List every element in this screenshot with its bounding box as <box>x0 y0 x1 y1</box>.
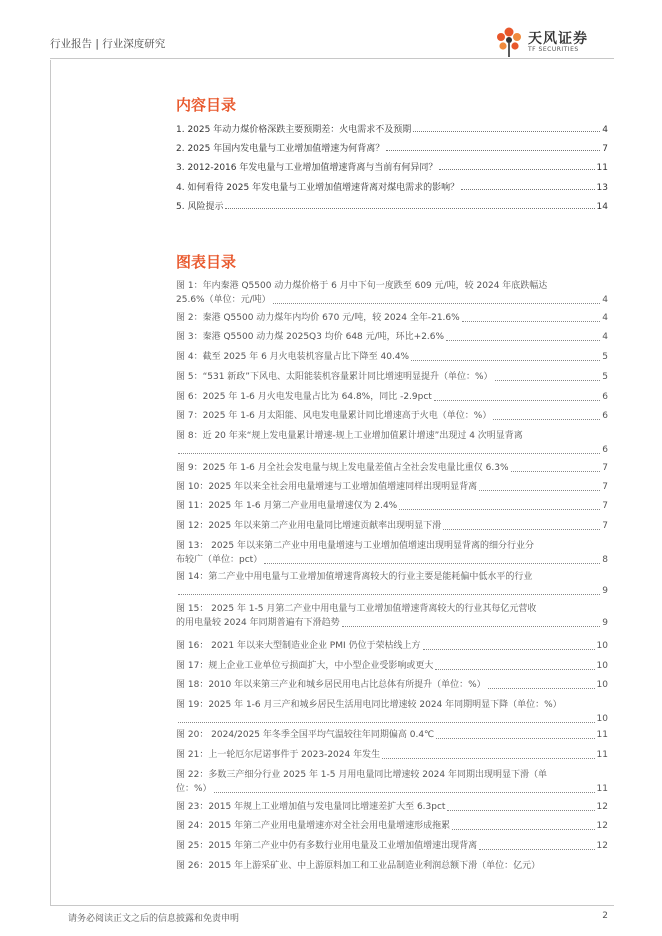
figure-entry-page: 11 <box>596 730 608 740</box>
figure-entry-text: 图 26：2015 年上游采矿业、中上游原料加工和工业品制造业利润总额下滑（单位：亿元） <box>176 861 541 871</box>
figure-entry-text: 图 15： 2025 年 1-5 月第二产业中用电量与工业增加值增速背离较大的行业其每亿元营收 <box>176 604 537 614</box>
toc-entry-page: 13 <box>596 183 608 193</box>
figure-entry-page: 9 <box>602 618 608 628</box>
figure-entry-page: 12 <box>596 802 608 812</box>
figure-entry-page: 6 <box>602 411 608 421</box>
figure-entry[interactable] <box>176 602 608 630</box>
leader-dots <box>447 810 594 811</box>
footer-disclaimer: 请务必阅读正文之后的信息披露和免责申明 <box>68 914 240 924</box>
figure-entry-text: 图 8：近 20 年来“规上发电量累计增速-规上工业增加值累计增速”出现过 4 次明显背离 <box>176 431 523 441</box>
leader-dots <box>511 471 601 472</box>
figure-entry-text: 图 4：截至 2025 年 6 月火电装机容量占比下降至 40.4% <box>176 352 410 362</box>
figure-entry-page: 7 <box>602 521 608 531</box>
figure-list-title: 图表目录 <box>176 253 237 271</box>
figure-entry-text: 图 19：2025 年 1-6 月三产和城乡居民生活用电同比增速较 2024 年同期明显下降（单位：%） <box>176 700 562 710</box>
toc-entry[interactable] <box>176 180 608 193</box>
toc-entry-page: 4 <box>602 125 608 135</box>
figure-entry-text: 图 12：2025 年以来第二产业用电量同比增速贡献率出现明显下滑 <box>176 521 442 531</box>
figure-entry[interactable] <box>176 480 608 494</box>
figure-entry-text: 图 10：2025 年以来全社会用电量增速与工业增加值增速同样出现明显背离 <box>176 482 478 492</box>
figure-entry-text: 布较广（单位：pct） <box>176 555 263 565</box>
figure-entry-text: 图 14：第二产业中用电量与工业增加值增速背离较大的行业主要是能耗偏中低水平的行业 <box>176 572 533 582</box>
figure-entry[interactable] <box>176 819 608 833</box>
leader-dots <box>435 669 594 670</box>
leader-dots <box>439 169 594 170</box>
figure-entry-text: 图 17：规上企业工业单位亏损面扩大，中小型企业受影响或更大 <box>176 661 434 671</box>
company-logo <box>494 24 614 58</box>
figure-entry[interactable] <box>176 311 608 325</box>
flower-logo-icon <box>494 24 524 58</box>
leader-dots <box>178 722 595 723</box>
figure-entry-page: 9 <box>602 586 608 596</box>
leader-dots <box>493 419 600 420</box>
figure-entry-page: 7 <box>602 463 608 473</box>
leader-dots <box>443 529 600 530</box>
report-category: 行业报告 | 行业深度研究 <box>50 38 166 50</box>
figure-entry[interactable] <box>176 678 608 692</box>
leader-dots <box>413 131 600 132</box>
leader-dots <box>382 758 594 759</box>
figure-entry[interactable] <box>176 728 608 742</box>
page-number: 2 <box>602 911 608 921</box>
figure-entry[interactable] <box>176 800 608 814</box>
figure-entry-page: 6 <box>602 445 608 455</box>
figure-entry[interactable] <box>176 279 608 307</box>
leader-dots <box>342 626 601 627</box>
figure-entry[interactable] <box>176 390 608 404</box>
leader-dots <box>386 150 600 151</box>
figure-entry-page: 12 <box>596 821 608 831</box>
figure-entry[interactable] <box>176 370 608 384</box>
leader-dots <box>488 688 595 689</box>
figure-entry-text: 图 18：2010 年以来第三产业和城乡居民用电占比总体有所提升（单位：%） <box>176 680 486 690</box>
figure-entry[interactable] <box>176 748 608 762</box>
figure-entry-text: 图 25：2015 年第二产业中仍有多数行业用电量及工业增加值增速出现背离 <box>176 841 478 851</box>
leader-dots <box>461 189 594 190</box>
toc-entry-text: 2. 2025 年国内发电量与工业增加值增速为何背离？ <box>176 144 385 154</box>
figure-entry-text: 的用电量较 2024 年同期普遍有下滑趋势 <box>176 618 340 628</box>
figure-entry-text: 图 13： 2025 年以来第二产业中用电量增速与工业增加值增速出现明显背离的细分行业分 <box>176 541 534 551</box>
figure-entry-page: 5 <box>602 372 608 382</box>
figure-entry-page: 11 <box>596 750 608 760</box>
figure-entry[interactable] <box>176 461 608 475</box>
figure-entry-text: 图 9：2025 年 1-6 月全社会发电量与规上发电量差值占全社会发电量比重仅 6.3% <box>176 463 509 473</box>
leader-dots <box>264 563 600 564</box>
leader-dots <box>423 649 595 650</box>
leader-dots <box>214 792 595 793</box>
figure-entry-text: 位：%） <box>176 784 212 794</box>
left-margin-rule <box>50 60 51 905</box>
leader-dots <box>495 380 601 381</box>
leader-dots <box>225 208 594 209</box>
logo-subtitle: TF SECURITIES <box>528 46 579 53</box>
figure-entry-text: 图 24：2015 年第二产业用电量增速亦对全社会用电量增速形成拖累 <box>176 821 451 831</box>
leader-dots <box>436 738 594 739</box>
toc-entry[interactable] <box>176 141 608 154</box>
toc-entry-text: 4. 如何看待 2025 年发电量与工业增加值增速背离对煤电需求的影响？ <box>176 183 460 193</box>
figure-entry-page: 6 <box>602 392 608 402</box>
figure-entry-text: 图 16： 2021 年以来大型制造业企业 PMI 仍位于荣枯线上方 <box>176 641 421 651</box>
leader-dots <box>479 490 600 491</box>
figure-entry[interactable] <box>176 859 608 873</box>
leader-dots <box>434 400 600 401</box>
header-divider <box>50 58 614 59</box>
figure-entry-page: 12 <box>596 841 608 851</box>
figure-entry-text: 图 2：秦港 Q5500 动力煤年内均价 670 元/吨，较 2024 全年-21.6% <box>176 313 460 323</box>
footer-divider <box>50 905 614 906</box>
figure-entry[interactable] <box>176 350 608 364</box>
toc-entry[interactable] <box>176 160 608 173</box>
leader-dots <box>479 849 594 850</box>
figure-entry-text: 图 5：“531 新政”下风电、太阳能装机容量累计同比增速明显提升（单位：%） <box>176 372 493 382</box>
figure-entry-text: 图 20： 2024/2025 年冬季全国平均气温较往年同期偏高 0.4℃ <box>176 730 435 740</box>
figure-entry[interactable] <box>176 519 608 533</box>
toc-entry-text: 5. 风险提示 <box>176 202 224 212</box>
leader-dots <box>446 340 600 341</box>
figure-entry-text: 图 23：2015 年规上工业增加值与发电量同比增速差扩大至 6.3pct <box>176 802 446 812</box>
figure-entry[interactable] <box>176 698 608 726</box>
logo-name: 天风证券 <box>528 31 588 47</box>
figure-entry[interactable] <box>176 839 608 853</box>
toc-entry-page: 11 <box>596 163 608 173</box>
leader-dots <box>411 360 600 361</box>
figure-entry[interactable] <box>176 330 608 344</box>
figure-entry-text: 图 21：上一轮厄尔尼诺事件于 2023-2024 年发生 <box>176 750 381 760</box>
figure-entry-page: 4 <box>602 313 608 323</box>
figure-entry[interactable] <box>176 659 608 673</box>
figure-entry-page: 7 <box>602 482 608 492</box>
leader-dots <box>178 594 600 595</box>
figure-entry[interactable] <box>176 768 608 796</box>
leader-dots <box>452 829 594 830</box>
figure-entry-page: 8 <box>602 555 608 565</box>
figure-entry-text: 25.6%（单位：元/吨） <box>176 295 271 305</box>
figure-entry-page: 5 <box>602 352 608 362</box>
figure-entry[interactable] <box>176 409 608 423</box>
figure-entry[interactable] <box>176 429 608 457</box>
figure-entry-page: 4 <box>602 295 608 305</box>
toc-entry[interactable] <box>176 199 608 212</box>
toc-entry-page: 14 <box>596 202 608 212</box>
figure-entry-text: 图 22：多数三产细分行业 2025 年 1-5 月用电量同比增速较 2024 年同期出现明显下滑（单 <box>176 770 547 780</box>
figure-entry[interactable] <box>176 639 608 653</box>
figure-entry-text: 图 11：2025 年 1-6 月第二产业用电量增速仅为 2.4% <box>176 501 398 511</box>
figure-entry-page: 4 <box>602 332 608 342</box>
figure-entry-page: 10 <box>596 661 608 671</box>
figure-entry-text: 图 3：秦港 Q5500 动力煤 2025Q3 均价 648 元/吨，环比+2.6% <box>176 332 445 342</box>
toc-title: 内容目录 <box>176 96 237 114</box>
leader-dots <box>273 303 601 304</box>
figure-entry-page: 10 <box>596 714 608 724</box>
toc-entry[interactable] <box>176 122 608 135</box>
leader-dots <box>462 321 601 322</box>
toc-entry-text: 3. 2012-2016 年发电量与工业增加值增速背离与当前有何异同？ <box>176 163 438 173</box>
figure-entry[interactable] <box>176 499 608 513</box>
toc-entry-text: 1. 2025 年动力煤价格深跌主要预期差：火电需求不及预期 <box>176 125 412 135</box>
figure-entry-page: 7 <box>602 501 608 511</box>
leader-dots <box>399 509 600 510</box>
figure-entry-text: 图 6：2025 年 1-6 月火电发电量占比为 64.8%，同比 -2.9pct <box>176 392 432 402</box>
figure-entry-page: 11 <box>596 784 608 794</box>
toc-entry-page: 7 <box>602 144 608 154</box>
figure-entry-text: 图 1：年内秦港 Q5500 动力煤价格于 6 月中下旬一度跌至 609 元/吨，较 2024 年底跌幅达 <box>176 281 548 291</box>
figure-entry[interactable] <box>176 539 608 567</box>
leader-dots <box>178 453 600 454</box>
figure-entry-page: 10 <box>596 641 608 651</box>
figure-entry-text: 图 7：2025 年 1-6 月太阳能、风电发电量累计同比增速高于火电（单位：%） <box>176 411 492 421</box>
figure-entry[interactable] <box>176 570 608 598</box>
figure-entry-page: 10 <box>596 680 608 690</box>
